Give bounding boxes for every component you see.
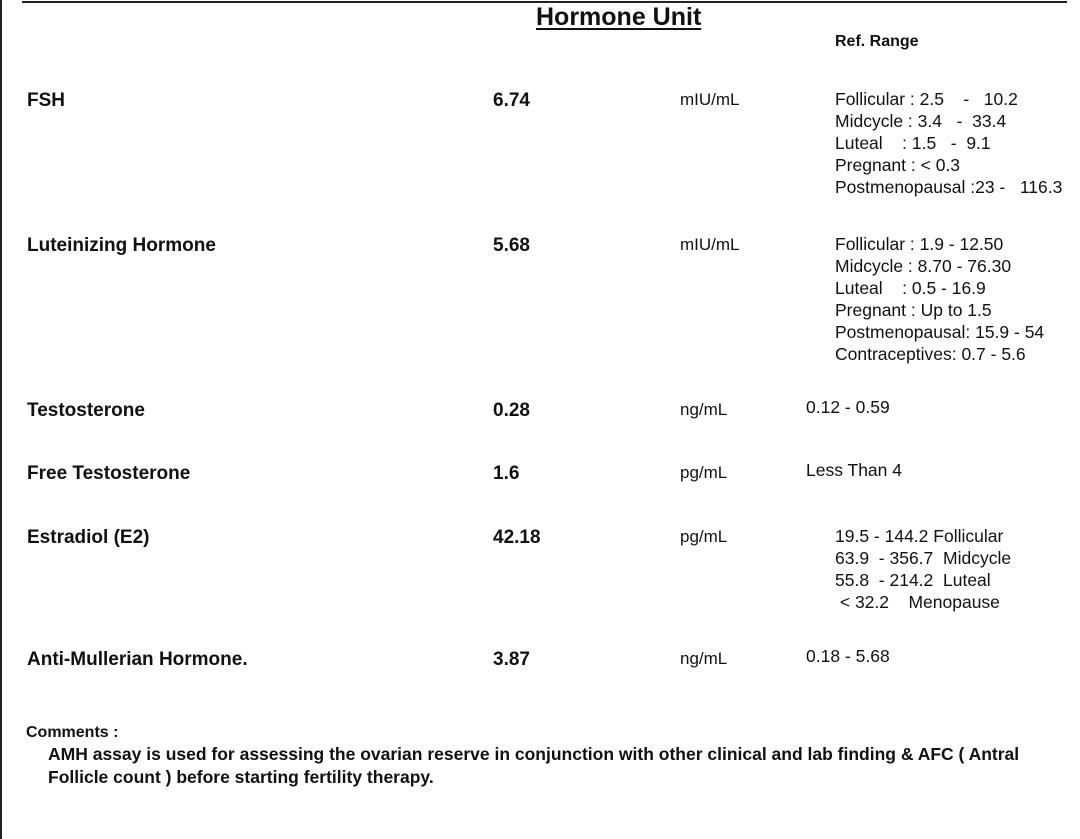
ref-range-line: Midcycle : 8.70 - 76.30 <box>835 256 1012 276</box>
page-left-border <box>0 0 2 839</box>
test-unit: ng/mL <box>680 649 728 668</box>
ref-range-line: Luteal : 1.5 - 9.1 <box>835 133 991 153</box>
comments-text: AMH assay is used for assessing the ovarian reserve in conjunction with other clinical and lab finding & AFC ( Antral Follicle count ) before starting fertility therapy. <box>48 744 1020 787</box>
ref-range-header: Ref. Range <box>835 33 919 50</box>
test-value: 42.18 <box>493 527 541 548</box>
test-name: Anti-Mullerian Hormone. <box>27 649 248 670</box>
test-name: FSH <box>27 90 65 111</box>
comments-label: Comments : <box>26 724 119 741</box>
ref-range <box>835 88 1062 198</box>
ref-range-line: 63.9 - 356.7 Midcycle <box>835 548 1012 568</box>
test-name: Estradiol (E2) <box>27 527 150 548</box>
ref-range-line: Follicular : 1.9 - 12.50 <box>835 234 1004 254</box>
ref-range <box>806 459 902 481</box>
ref-range-line: Contraceptives: 0.7 - 5.6 <box>835 344 1026 364</box>
report-title: Hormone Unit <box>536 3 702 31</box>
test-unit: mIU/mL <box>680 235 740 254</box>
test-unit: mIU/mL <box>680 90 740 109</box>
ref-range <box>806 396 890 418</box>
test-name: Testosterone <box>27 400 145 421</box>
test-value: 5.68 <box>493 235 530 256</box>
ref-range <box>835 233 1044 365</box>
test-unit: pg/mL <box>680 463 728 482</box>
ref-range-line: < 32.2 Menopause <box>835 592 1000 612</box>
test-value: 0.28 <box>493 400 530 421</box>
ref-range-line: Postmenopausal: 15.9 - 54 <box>835 322 1045 342</box>
ref-range-line: Follicular : 2.5 - 10.2 <box>835 89 1018 109</box>
ref-range-line: Midcycle : 3.4 - 33.4 <box>835 111 1007 131</box>
test-unit: ng/mL <box>680 400 728 419</box>
ref-range-line: Pregnant : < 0.3 <box>835 155 961 175</box>
test-name: Free Testosterone <box>27 463 191 484</box>
test-value: 1.6 <box>493 463 520 484</box>
ref-range-line: 0.12 - 0.59 <box>806 397 890 417</box>
comments-section <box>26 724 1058 789</box>
ref-range-line: 55.8 - 214.2 Luteal <box>835 570 991 590</box>
test-unit: pg/mL <box>680 527 728 546</box>
ref-range-line: 0.18 - 5.68 <box>806 646 890 666</box>
ref-range-line: Postmenopausal :23 - 116.3 <box>835 177 1063 197</box>
ref-range-line: Less Than 4 <box>806 460 902 480</box>
ref-range-line: 19.5 - 144.2 Follicular <box>835 526 1004 546</box>
test-name: Luteinizing Hormone <box>27 235 216 256</box>
ref-range-line: Luteal : 0.5 - 16.9 <box>835 278 986 298</box>
test-value: 3.87 <box>493 649 530 670</box>
ref-range-line: Pregnant : Up to 1.5 <box>835 300 992 320</box>
ref-range <box>835 525 1011 613</box>
test-value: 6.74 <box>493 90 530 111</box>
ref-range <box>806 645 890 667</box>
